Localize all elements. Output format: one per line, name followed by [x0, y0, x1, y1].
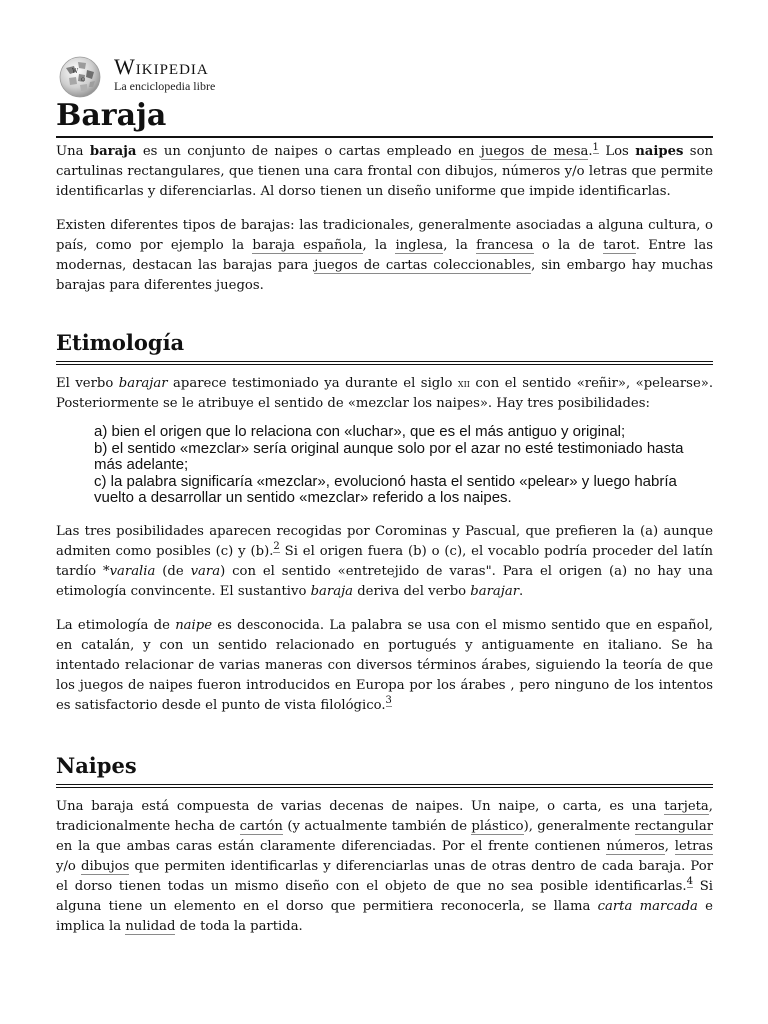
section-paragraph — [56, 374, 713, 414]
text-run: . — [519, 583, 524, 599]
bold-term: baraja — [89, 144, 137, 159]
list-item: b) el sentido «mezclar» sería original aunque solo por el azar no esté testimoniado hasta más adelante; — [94, 439, 684, 473]
text-run: es un conjunto de naipes o cartas empleado en — [136, 144, 481, 159]
etymology-options-list — [94, 424, 713, 507]
section-heading-wrap — [56, 752, 713, 788]
list-item: a) bien el origen que lo relaciona con «luchar», que es el más antiguo y original; — [94, 423, 626, 440]
italic-term: naipe — [175, 617, 213, 633]
article-body — [56, 142, 713, 937]
text-run: Las tres posibilidades aparecen recogidas por Corominas y Pascual, que prefieren la (a) aunque admiten como posibles (c) y (b). — [56, 523, 713, 559]
text-run: El verbo — [56, 376, 119, 391]
intro-paragraph — [56, 142, 713, 202]
text-run: Una — [56, 144, 90, 159]
text-run: Existen diferentes tipos de barajas: las tradicionales, generalmente asociadas a alguna cultura, o país, como por ejemplo la — [56, 218, 713, 253]
article-link[interactable]: cartón — [239, 818, 283, 834]
text-run: , sin embargo hay muchas barajas para diferentes juegos. — [56, 258, 713, 293]
text-run: deriva del verbo — [353, 583, 471, 599]
text-run: (y actualmente también de — [282, 818, 472, 834]
article-link[interactable]: inglesa — [395, 238, 444, 253]
article-link[interactable]: nulidad — [125, 918, 176, 934]
text-run: aparece testimoniado ya durante el siglo — [167, 376, 458, 391]
text-run: Una baraja está compuesta de varias decenas de naipes. Un naipe, o carta, es una — [56, 798, 665, 814]
text-run: son cartulinas rectangulares, que tienen una cara frontal con dibujos, números y/o letras que permite identificarlas y diferenciarlas. Al dorso tienen un diseño uniforme que impide identificarlas. — [56, 144, 713, 199]
text-run: . Entre las modernas, destacan las barajas para — [56, 238, 713, 273]
reference-link[interactable]: 3 — [385, 695, 392, 707]
section-paragraph — [56, 616, 713, 716]
section-paragraph — [56, 522, 713, 602]
article-link[interactable]: baraja española — [252, 238, 363, 253]
section-heading-wrap — [56, 329, 713, 365]
roman-numeral: xii — [457, 377, 470, 390]
reference-link[interactable]: 1 — [592, 141, 599, 153]
text-run: de toda la partida. — [175, 918, 303, 934]
text-run: ), generalmente — [523, 818, 635, 834]
text-run: e implica la — [56, 898, 713, 934]
site-wordmark[interactable]: Wikipedia — [114, 54, 209, 79]
bold-term: naipes — [635, 144, 684, 159]
article-link[interactable]: dibujos — [81, 858, 130, 874]
text-run: La etimología de — [56, 617, 176, 633]
section-heading: Naipes — [56, 752, 713, 785]
section-heading: Etimología — [56, 329, 713, 362]
text-run: , — [664, 838, 675, 854]
article-link[interactable]: tarot — [603, 238, 636, 253]
wikipedia-globe-icon[interactable] — [56, 54, 104, 98]
italic-term: varalia — [109, 563, 156, 579]
intro-paragraph — [56, 216, 713, 296]
section-paragraph — [56, 797, 713, 937]
italic-term: barajar — [118, 376, 168, 391]
text-run: es desconocida. La palabra se usa con el mismo sentido que en español, en catalán, y con un sentido relacionado en portugués y antiguamente en italiano. Se ha intentado relacionar de varias maneras con diversos términos árabes, siguiendo la teoría de que los juegos de naipes fueron introducidos en Europa por los árabes , pero ninguno de los intentos es satisfactorio desde el punto de vista filológico. — [56, 617, 713, 713]
text-run: Los — [598, 144, 636, 159]
svg-text:W: W — [72, 68, 79, 75]
page-title: Baraja — [56, 98, 713, 138]
article-link[interactable]: números — [606, 838, 665, 854]
reference-link[interactable]: 4 — [686, 876, 693, 888]
article-link[interactable]: letras — [674, 838, 714, 854]
text-run: Si el origen fuera (b) o (c), el vocablo podría proceder del latín tardío * — [56, 543, 713, 579]
site-tagline: La enciclopedia libre — [114, 79, 216, 93]
text-run: con el sentido «reñir», «pelearse». Posteriormente se le atribuye el sentido de «mezclar los naipes». Hay tres posibilidades: — [56, 376, 714, 411]
text-run: (de — [155, 563, 191, 579]
italic-term: barajar — [470, 583, 520, 599]
text-run: , la — [443, 238, 477, 253]
site-header — [56, 52, 713, 98]
italic-term: baraja — [310, 583, 354, 599]
italic-term: carta marcada — [597, 898, 698, 914]
text-run: que permiten identificarlas y diferenciarlas unas de otras dentro de cada baraja. Por el dorso tienen todas un mismo diseño con el objeto de que no sea posible identificarlas. — [56, 858, 713, 894]
article-link[interactable]: francesa — [476, 238, 534, 253]
text-run: , tradicionalmente hecha de — [56, 798, 713, 834]
list-item: c) la palabra significaría «mezclar», evolucionó hasta el sentido «pelear» y luego habría vuelto a desarrollar un sentido «mezclar» referido a los naipes. — [94, 472, 677, 506]
text-run: en la que ambas caras están claramente diferenciadas. Por el frente contienen — [56, 838, 607, 854]
reference-link[interactable]: 2 — [273, 541, 280, 553]
text-run: Si alguna tiene un elemento en el dorso que permitiera reconocerla, se llama — [56, 878, 713, 914]
article-link[interactable]: plástico — [471, 818, 524, 834]
svg-text:Ω: Ω — [81, 77, 86, 83]
text-run: , la — [362, 238, 396, 253]
article-link[interactable]: juegos de mesa — [480, 144, 589, 159]
article-link[interactable]: juegos de cartas coleccionables — [314, 258, 532, 273]
footnote-ref — [386, 695, 392, 707]
article-link[interactable]: rectangular — [634, 818, 713, 834]
article-link[interactable]: tarjeta — [664, 798, 709, 814]
text-run: . — [588, 144, 593, 159]
text-run: y/o — [56, 858, 81, 874]
text-run: ) con el sentido «entretejido de varas". Para el origen (a) no hay una etimología convincente. El sustantivo — [56, 563, 714, 599]
text-run: o la de — [533, 238, 604, 253]
italic-term: vara — [190, 563, 221, 579]
